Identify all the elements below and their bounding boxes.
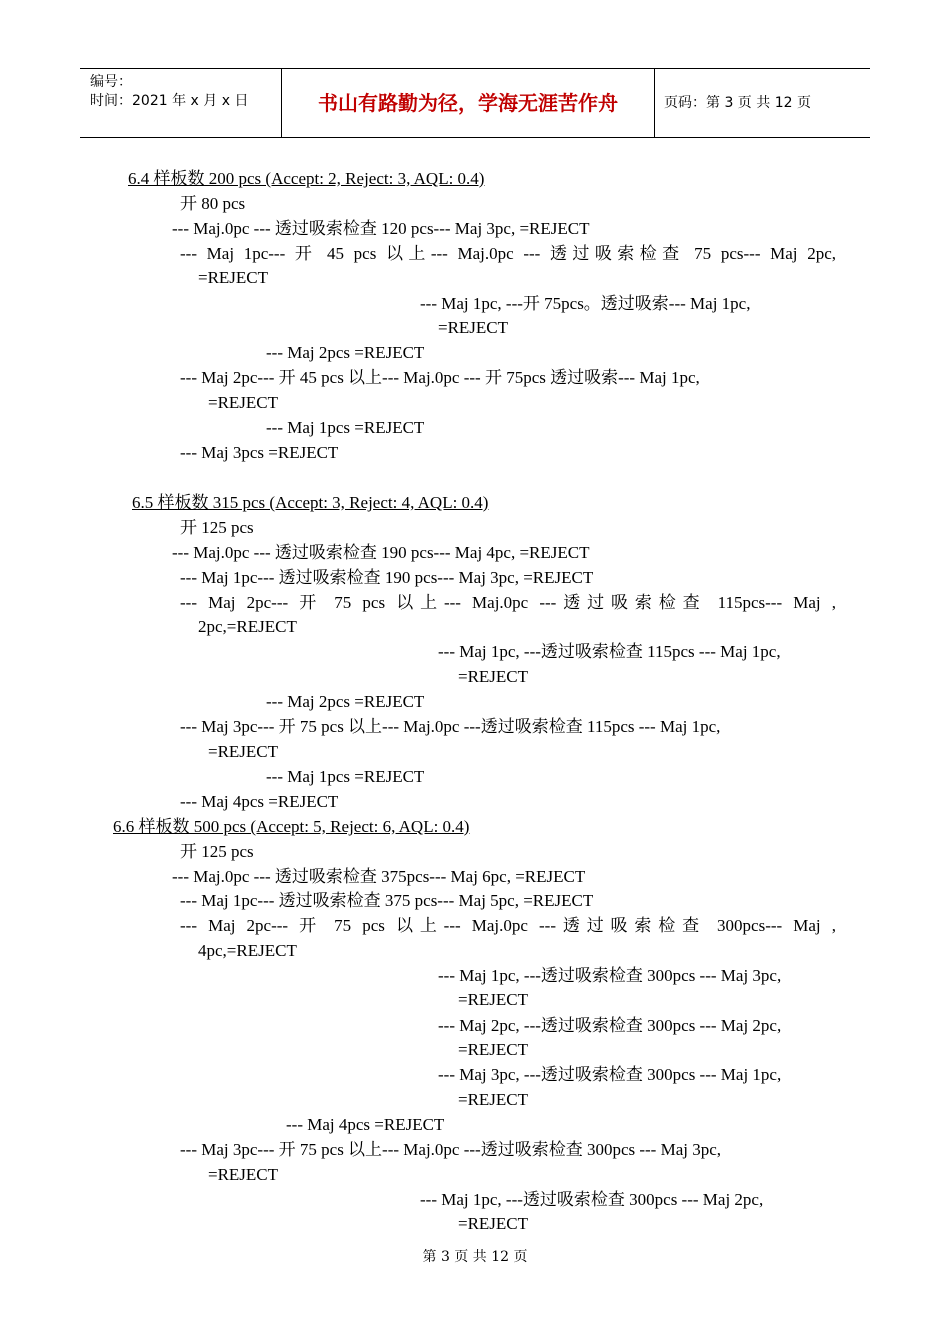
- text-line: =REJECT: [198, 268, 269, 287]
- text-line: --- Maj 1pc--- 开 45 pcs 以上--- Maj.0pc --- 透过吸索检查 75 pcs--- Maj 2pc,: [180, 244, 836, 263]
- text-line: --- Maj 1pc--- 透过吸索检查 190 pcs--- Maj 3pc, =REJECT: [180, 568, 594, 587]
- text-line: =REJECT: [458, 1040, 529, 1059]
- text-line: =REJECT: [208, 1165, 279, 1184]
- text-line: --- Maj 2pcs =REJECT: [266, 343, 425, 362]
- text-line: --- Maj 3pc--- 开 75 pcs 以上--- Maj.0pc ---透过吸索检查 300pcs --- Maj 3pc,: [180, 1140, 722, 1159]
- text-line: --- Maj.0pc --- 透过吸索检查 375pcs--- Maj 6pc, =REJECT: [172, 867, 586, 886]
- text-line: --- Maj 4pcs =REJECT: [180, 792, 339, 811]
- text-line: --- Maj 2pc, ---透过吸索检查 300pcs --- Maj 2pc,: [438, 1016, 782, 1035]
- text-line: --- Maj 2pcs =REJECT: [266, 692, 425, 711]
- time-label: 时间：2021 年 x 月 x 日: [90, 93, 249, 109]
- text-line: 4pc,=REJECT: [198, 941, 297, 960]
- text-line: =REJECT: [458, 1214, 529, 1233]
- serial-label: 编号：: [90, 74, 132, 90]
- text-line: --- Maj 1pc, ---透过吸索检查 300pcs --- Maj 2pc,: [420, 1190, 764, 1209]
- text-line: =REJECT: [458, 990, 529, 1009]
- section-heading-6-6: 6.6 样板数 500 pcs (Accept: 5, Reject: 6, AQL: 0.4): [113, 817, 470, 836]
- text-line: --- Maj.0pc --- 透过吸索检查 120 pcs--- Maj 3pc, =REJECT: [172, 219, 590, 238]
- section-heading-6-4: 6.4 样板数 200 pcs (Accept: 2, Reject: 3, AQL: 0.4): [128, 169, 485, 188]
- text-line: =REJECT: [438, 318, 509, 337]
- header-motto: 书山有路勤为径，学海无涯苦作舟: [318, 91, 618, 115]
- text-line: 开 125 pcs: [180, 842, 254, 861]
- text-line: --- Maj 3pc, ---透过吸索检查 300pcs --- Maj 1pc,: [438, 1065, 782, 1084]
- page-header: [80, 68, 870, 138]
- text-line: --- Maj 2pc--- 开 75 pcs 以上--- Maj.0pc ---透过吸索检查 300pcs--- Maj ,: [180, 916, 836, 935]
- section-heading-6-5: 6.5 样板数 315 pcs (Accept: 3, Reject: 4, AQL: 0.4): [132, 493, 489, 512]
- text-line: --- Maj 1pc--- 透过吸索检查 375 pcs--- Maj 5pc, =REJECT: [180, 891, 594, 910]
- text-line: --- Maj 1pcs =REJECT: [266, 418, 425, 437]
- text-line: 2pc,=REJECT: [198, 617, 297, 636]
- text-line: --- Maj 4pcs =REJECT: [286, 1115, 445, 1134]
- text-line: --- Maj 2pc--- 开 45 pcs 以上--- Maj.0pc --- 开 75pcs 透过吸索--- Maj 1pc,: [180, 368, 700, 387]
- text-line: --- Maj 3pcs =REJECT: [180, 443, 339, 462]
- text-line: --- Maj 1pc, ---透过吸索检查 300pcs --- Maj 3pc,: [438, 966, 782, 985]
- text-line: 开 80 pcs: [180, 194, 246, 213]
- text-line: =REJECT: [458, 1090, 529, 1109]
- text-line: =REJECT: [208, 742, 279, 761]
- header-divider: [654, 69, 655, 137]
- text-line: --- Maj 1pc, ---透过吸索检查 115pcs --- Maj 1pc,: [438, 642, 781, 661]
- text-line: --- Maj 1pc, ---开 75pcs。透过吸索--- Maj 1pc,: [420, 294, 751, 313]
- page-number-label: 页码：第 3 页 共 12 页: [664, 95, 811, 111]
- text-line: --- Maj 2pc--- 开 75 pcs 以上--- Maj.0pc ---透过吸索检查 115pcs--- Maj ,: [180, 593, 836, 612]
- page-footer: 第 3 页 共 12 页: [422, 1249, 528, 1265]
- text-line: 开 125 pcs: [180, 518, 254, 537]
- text-line: =REJECT: [458, 667, 529, 686]
- text-line: --- Maj.0pc --- 透过吸索检查 190 pcs--- Maj 4pc, =REJECT: [172, 543, 590, 562]
- text-line: --- Maj 1pcs =REJECT: [266, 767, 425, 786]
- header-meta: [90, 73, 248, 111]
- text-line: =REJECT: [208, 393, 279, 412]
- text-line: --- Maj 3pc--- 开 75 pcs 以上--- Maj.0pc ---透过吸索检查 115pcs --- Maj 1pc,: [180, 717, 721, 736]
